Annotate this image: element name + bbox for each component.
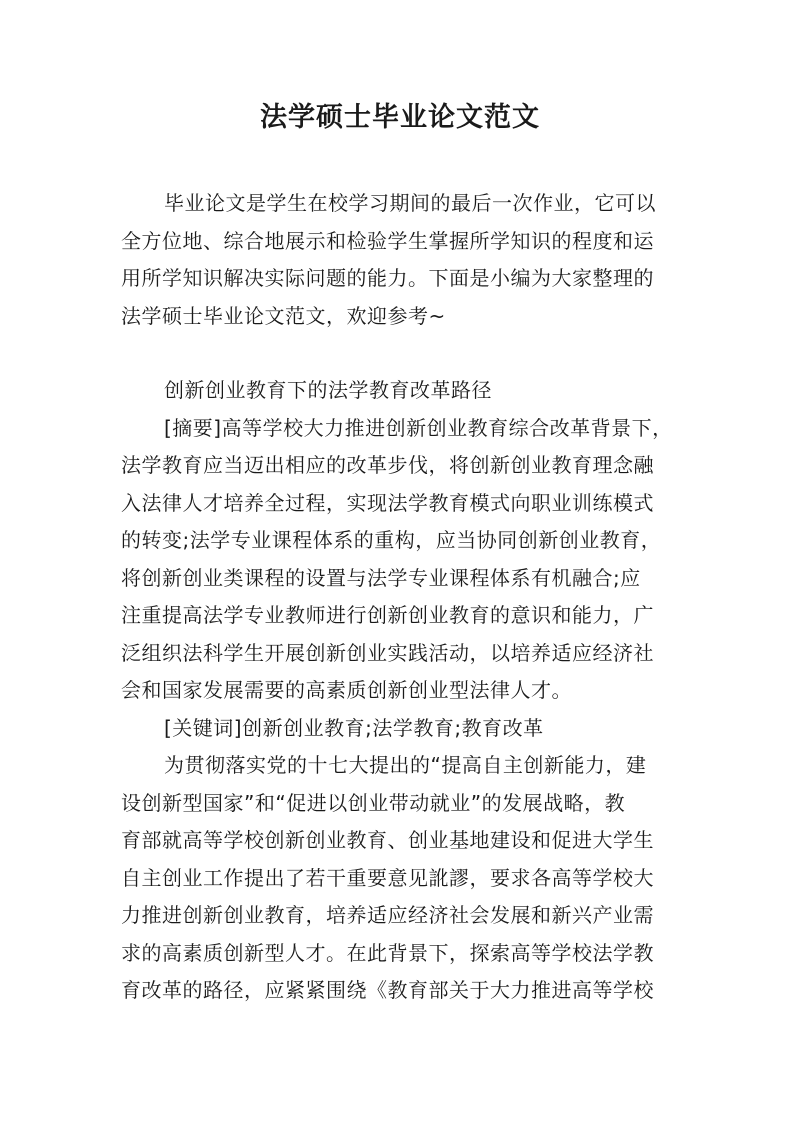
article-section bbox=[121, 372, 681, 1010]
abstract-line: 泛组织法科学生开展创新创业实践活动，以培养适应经济社 bbox=[121, 640, 654, 665]
body-line: 自主创业工作提出了若干重要意见訛謬，要求各高等学校大 bbox=[121, 865, 654, 890]
body-line: 求的高素质创新型人才。在此背景下，探索高等学校法学教 bbox=[121, 940, 654, 965]
body-line: 设创新型国家”和“促进以创业带动就业”的发展战略，教 bbox=[121, 790, 626, 815]
text-line: 毕业论文是学生在校学习期间的最后一次作业，它可以 bbox=[164, 191, 656, 215]
text-line: 用所学知识解决实际问题的能力。下面是小编为大家整理的 bbox=[121, 266, 654, 290]
abstract-line: 法学教育应当迈出相应的改革步伐，将创新创业教育理念融 bbox=[121, 453, 654, 477]
document-title: 法学硕士毕业论文范文 bbox=[260, 102, 540, 133]
keywords-line: [关键词]创新创业教育;法学教育;教育改革 bbox=[164, 715, 544, 740]
abstract-line: 将创新创业类课程的设置与法学专业课程体系有机融合;应 bbox=[121, 565, 641, 590]
section-heading: 创新创业教育下的法学教育改革路径 bbox=[164, 378, 492, 402]
body-line: 育部就高等学校创新创业教育、创业基地建设和促进大学生 bbox=[121, 828, 654, 852]
abstract-line: 注重提高法学专业教师进行创新创业教育的意识和能力，广 bbox=[121, 603, 654, 627]
body-line: 育改革的路径，应紧紧围绕《教育部关于大力推进高等学校 bbox=[121, 978, 654, 1002]
abstract-line: [摘要]高等学校大力推进创新创业教育综合改革背景下， bbox=[164, 415, 673, 440]
abstract-line: 的转变;法学专业课程体系的重构，应当协同创新创业教育， bbox=[121, 528, 662, 552]
abstract-line: 会和国家发展需要的高素质创新创业型法律人才。 bbox=[121, 678, 572, 702]
intro-paragraph bbox=[121, 185, 681, 335]
text-line: 法学硕士毕业论文范文，欢迎参考~ bbox=[121, 303, 446, 328]
abstract-line: 入法律人才培养全过程，实现法学教育模式向职业训练模式 bbox=[121, 490, 654, 515]
text-line: 全方位地、综合地展示和检验学生掌握所学知识的程度和运 bbox=[121, 228, 654, 253]
body-line: 为贯彻落实党的十七大提出的“提高自主创新能力，建 bbox=[164, 753, 647, 777]
body-line: 力推进创新创业教育，培养适应经济社会发展和新兴产业需 bbox=[121, 903, 654, 927]
